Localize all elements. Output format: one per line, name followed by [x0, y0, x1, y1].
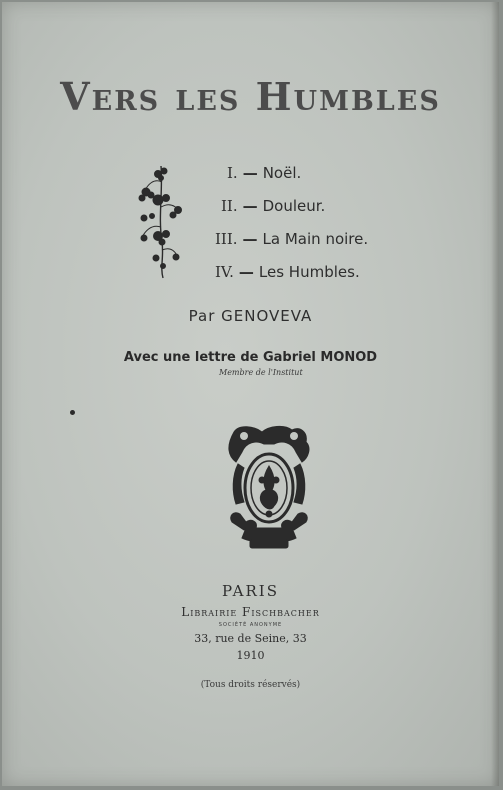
letter-line: Avec une lettre de Gabriel MONOD: [123, 350, 378, 365]
book-cover: [2, 2, 499, 786]
item-numeral: I.: [227, 164, 238, 182]
item-numeral: IV.: [215, 263, 234, 281]
publisher-name: Librairie Fischbacher: [181, 605, 320, 619]
item-title: Douleur.: [262, 197, 326, 215]
contents-list: [215, 157, 475, 289]
page-edge-shadow: [491, 2, 499, 786]
rights-notice: (Tous droits réservés): [200, 680, 301, 690]
item-title: Noël.: [262, 164, 302, 182]
item-title: Les Humbles.: [258, 263, 360, 281]
society-note: SOCIÉTÉ ANONYME: [218, 622, 283, 628]
contents-item: [215, 190, 475, 223]
book-title: Vers les Humbles: [60, 74, 441, 119]
publisher-address: 33, rue de Seine, 33: [194, 632, 307, 645]
membership-note: Membre de l'Institut: [219, 368, 303, 377]
contents-item: [215, 256, 475, 289]
floral-vignette-icon: [136, 162, 186, 280]
item-separator: —: [242, 164, 258, 182]
contents-item: [215, 223, 475, 256]
contents-item: [215, 157, 475, 190]
publisher-device-icon: [224, 422, 314, 552]
item-separator: —: [242, 230, 258, 248]
city: PARIS: [221, 582, 280, 600]
author-line: Par GENOVEVA: [188, 307, 313, 325]
item-separator: —: [242, 197, 258, 215]
item-title: La Main noire.: [262, 230, 369, 248]
ink-spot: [70, 410, 75, 415]
item-separator: —: [238, 263, 254, 281]
item-numeral: III.: [215, 230, 238, 248]
publication-year: 1910: [236, 649, 265, 662]
item-numeral: II.: [221, 197, 238, 215]
